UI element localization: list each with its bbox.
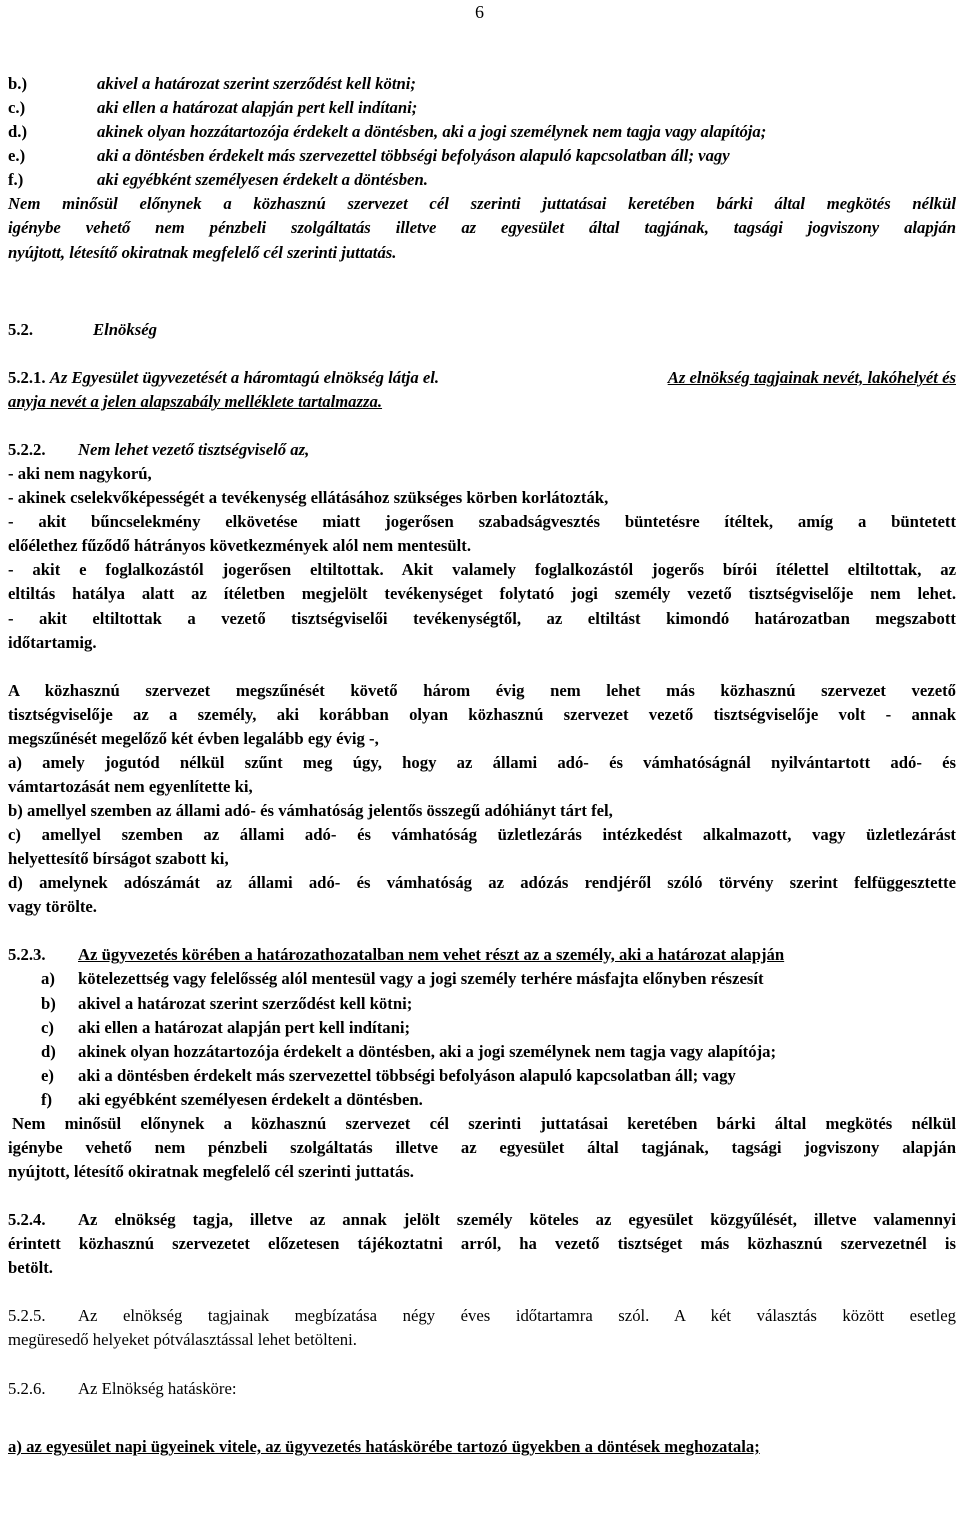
- paragraph-line: előélethez fűződő hátrányos következmények alól nem mentesült.: [8, 536, 472, 555]
- paragraph-line: A közhasznú szervezet megszűnését követő három évig nem lehet más közhasznú szervezet vezető: [8, 681, 956, 700]
- paragraph-line: Nem minősül előnynek a közhasznú szervezet cél szerinti juttatásai keretében bárki által megkötés nélkül: [8, 194, 956, 213]
- paragraph-line: időtartamig.: [8, 633, 97, 652]
- paragraph-line: vagy törölte.: [8, 897, 97, 916]
- page-number: 6: [475, 2, 484, 22]
- paragraph-line: betölt.: [8, 1258, 53, 1277]
- paragraph-line: nyújtott, létesítő okiratnak megfelelő cél szerinti juttatás.: [8, 243, 397, 262]
- section-5-2-2: 5.2.2. Nem lehet vezető tisztségviselő az,: [8, 440, 310, 459]
- paragraph-line: megszűnését megelőző két évben legalább egy évig -,: [8, 729, 379, 748]
- paragraph-line: d) amelynek adószámát az állami adó- és vámhatóság az adózás rendjéről szóló törvény szerint felfüggesztette: [8, 873, 956, 892]
- section-5-2-5: 5.2.5. Az elnökség tagjainak megbízatása négy éves időtartamra szól. A két választás között esetleg: [8, 1306, 956, 1325]
- paragraph-line: a) az egyesület napi ügyeinek vitele, az ügyvezetés hatáskörébe tartozó ügyekben a döntések meghozatala;: [8, 1437, 760, 1456]
- paragraph-line: - akit e foglalkozástól jogerősen eltiltottak. Akit valamely foglalkozástól jogerős bírói ítélettel eltiltottak, az: [8, 560, 956, 579]
- paragraph-line: a) amely jogutód nélkül szűnt meg úgy, hogy az állami adó- és vámhatóságnál nyilvántartott adó- és: [8, 753, 956, 772]
- paragraph-line: tisztségviselője az a személy, aki korábban olyan közhasznú szervezet vezető tisztségviselője volt - annak: [8, 705, 956, 724]
- paragraph-line: - aki nem nagykorú,: [8, 464, 152, 483]
- section-5-2-3: 5.2.3. Az ügyvezetés körében a határozathozatalban nem vehet részt az a személy, aki a határozat alapján: [8, 945, 785, 964]
- paragraph-line: - akit bűncselekmény elkövetése miatt jogerősen szabadságvesztés büntetésre ítéltek, amíg a büntetett: [8, 512, 956, 531]
- paragraph-line: Nem minősül előnynek a közhasznú szervezet cél szerinti juttatásai keretében bárki által megkötés nélkül: [12, 1114, 956, 1133]
- paragraph-line: - akinek cselekvőképességét a tevékenység ellátásához szükséges körben korlátozták,: [8, 488, 609, 507]
- section-5-2-4: 5.2.4. Az elnökség tagja, illetve az annak jelölt személy köteles az egyesület közgyűlését, illetve valamennyi: [8, 1210, 956, 1229]
- paragraph-line: helyettesítő bírságot szabott ki,: [8, 849, 229, 868]
- paragraph-line: igénybe vehető nem pénzbeli szolgáltatás illetve az egyesület által tagjának, tagsági jogviszony alapján: [8, 218, 956, 237]
- paragraph-line: eltiltás hatálya alatt az ítéletben megjelölt tevékenységet folytató jogi személy vezető tisztségviselője nem lehet.: [8, 584, 956, 603]
- paragraph-line: érintett közhasznú szervezetet előzetesen tájékoztatni arról, ha vezető tisztséget más közhasznú szervezetnél is: [8, 1234, 956, 1253]
- paragraph-line: vámtartozását nem egyenlítette ki,: [8, 777, 253, 796]
- section-5-2-1-line2: anyja nevét a jelen alapszabály melléklete tartalmazza.: [8, 392, 383, 411]
- paragraph-line: megüresedő helyeket pótválasztással lehet betölteni.: [8, 1330, 357, 1349]
- paragraph-line: nyújtott, létesítő okiratnak megfelelő cél szerinti juttatás.: [8, 1162, 414, 1181]
- paragraph-line: c) amellyel szemben az állami adó- és vámhatóság üzletlezárás intézkedést alkalmazott, vagy üzletlezárást: [8, 825, 956, 844]
- paragraph-line: b) amellyel szemben az állami adó- és vámhatóság jelentős összegű adóhiányt tárt fel,: [8, 801, 613, 820]
- section-5-2-1: 5.2.1. Az Egyesület ügyvezetését a háromtagú elnökség látja el. Az elnökség tagjainak nevét, lakóhelyét és: [8, 368, 956, 387]
- paragraph-line: igénybe vehető nem pénzbeli szolgáltatás illetve az egyesület által tagjának, tagsági jogviszony alapján: [8, 1138, 956, 1157]
- paragraph-line: - akit eltiltottak a vezető tisztségviselői tevékenységtől, az eltiltást kimondó határozatban megszabott: [8, 609, 956, 628]
- section-5-2-6: 5.2.6. Az Elnökség hatásköre:: [8, 1379, 237, 1398]
